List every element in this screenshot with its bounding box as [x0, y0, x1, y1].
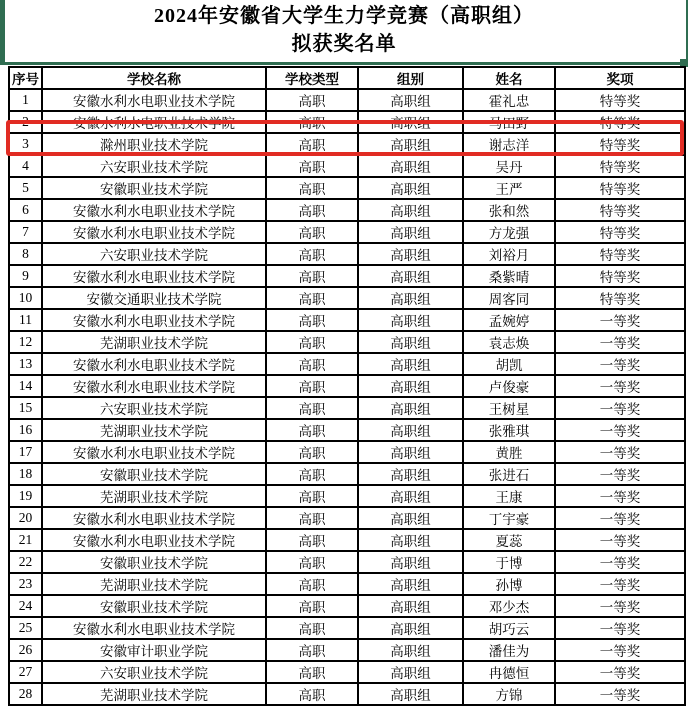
table-row: [9, 551, 685, 573]
table-row: [9, 529, 685, 551]
cell-school-name: 安徽审计职业学院: [42, 639, 266, 661]
cell-index: 22: [9, 551, 42, 573]
cell-award: 特等奖: [555, 199, 685, 221]
cell-school-name: 芜湖职业技术学院: [42, 419, 266, 441]
cell-index: 6: [9, 199, 42, 221]
cell-award: 一等奖: [555, 375, 685, 397]
cell-name: 桑紫晴: [463, 265, 555, 287]
cell-index: 5: [9, 177, 42, 199]
cell-name: 夏蕊: [463, 529, 555, 551]
cell-group: 高职组: [358, 353, 463, 375]
cell-name: 王严: [463, 177, 555, 199]
cell-name: 孟婉婷: [463, 309, 555, 331]
cell-name: 丁宇豪: [463, 507, 555, 529]
cell-school-type: 高职: [266, 177, 358, 199]
cell-school-type: 高职: [266, 661, 358, 683]
cell-group: 高职组: [358, 419, 463, 441]
cell-school-name: 安徽水利水电职业技术学院: [42, 529, 266, 551]
cell-school-name: 安徽水利水电职业技术学院: [42, 199, 266, 221]
table-row: [9, 111, 685, 133]
cell-award: 特等奖: [555, 133, 685, 155]
cell-school-type: 高职: [266, 617, 358, 639]
page-break-line: [0, 62, 688, 65]
cell-name: 马田野: [463, 111, 555, 133]
cell-award: 一等奖: [555, 639, 685, 661]
table-row: [9, 573, 685, 595]
cell-group: 高职组: [358, 397, 463, 419]
cell-name: 刘裕月: [463, 243, 555, 265]
table-row: [9, 595, 685, 617]
cell-award: 特等奖: [555, 265, 685, 287]
table-header-row: [9, 67, 685, 89]
cell-award: 一等奖: [555, 397, 685, 419]
cell-name: 谢志洋: [463, 133, 555, 155]
table-row: [9, 133, 685, 155]
header-group: 组别: [358, 67, 463, 89]
cell-name: 黄胜: [463, 441, 555, 463]
cell-school-type: 高职: [266, 573, 358, 595]
cell-name: 胡巧云: [463, 617, 555, 639]
cell-school-name: 安徽职业技术学院: [42, 551, 266, 573]
cell-index: 27: [9, 661, 42, 683]
table-row: [9, 89, 685, 111]
cell-index: 11: [9, 309, 42, 331]
cell-school-name: 芜湖职业技术学院: [42, 683, 266, 705]
table-row: [9, 419, 685, 441]
header-name: 姓名: [463, 67, 555, 89]
cell-award: 一等奖: [555, 507, 685, 529]
cell-group: 高职组: [358, 243, 463, 265]
cell-index: 2: [9, 111, 42, 133]
cell-school-name: 安徽水利水电职业技术学院: [42, 507, 266, 529]
table-row: [9, 177, 685, 199]
cell-name: 孙博: [463, 573, 555, 595]
table-row: [9, 485, 685, 507]
cell-school-type: 高职: [266, 529, 358, 551]
cell-group: 高职组: [358, 617, 463, 639]
cell-group: 高职组: [358, 551, 463, 573]
cell-award: 特等奖: [555, 287, 685, 309]
cell-group: 高职组: [358, 595, 463, 617]
cell-school-name: 安徽职业技术学院: [42, 463, 266, 485]
cell-index: 7: [9, 221, 42, 243]
award-table: [8, 66, 686, 706]
cell-group: 高职组: [358, 441, 463, 463]
cell-award: 一等奖: [555, 485, 685, 507]
cell-school-type: 高职: [266, 155, 358, 177]
header-school-name: 学校名称: [42, 67, 266, 89]
cell-index: 4: [9, 155, 42, 177]
cell-index: 9: [9, 265, 42, 287]
cell-award: 特等奖: [555, 221, 685, 243]
cell-award: 特等奖: [555, 243, 685, 265]
cell-index: 3: [9, 133, 42, 155]
cell-award: 一等奖: [555, 529, 685, 551]
cell-school-name: 安徽水利水电职业技术学院: [42, 441, 266, 463]
cell-index: 14: [9, 375, 42, 397]
cell-school-name: 安徽交通职业技术学院: [42, 287, 266, 309]
cell-index: 15: [9, 397, 42, 419]
cell-award: 一等奖: [555, 353, 685, 375]
table-row: [9, 639, 685, 661]
cell-name: 卢俊豪: [463, 375, 555, 397]
cell-group: 高职组: [358, 287, 463, 309]
cell-school-type: 高职: [266, 331, 358, 353]
cell-school-type: 高职: [266, 441, 358, 463]
cell-school-type: 高职: [266, 265, 358, 287]
cell-name: 周客同: [463, 287, 555, 309]
cell-school-name: 滁州职业技术学院: [42, 133, 266, 155]
cell-name: 袁志焕: [463, 331, 555, 353]
cell-school-type: 高职: [266, 353, 358, 375]
cell-school-name: 六安职业技术学院: [42, 661, 266, 683]
cell-index: 26: [9, 639, 42, 661]
cell-school-name: 安徽水利水电职业技术学院: [42, 221, 266, 243]
cell-name: 王康: [463, 485, 555, 507]
cell-school-name: 六安职业技术学院: [42, 397, 266, 419]
header-award: 奖项: [555, 67, 685, 89]
cell-school-name: 芜湖职业技术学院: [42, 573, 266, 595]
cell-index: 17: [9, 441, 42, 463]
cell-group: 高职组: [358, 133, 463, 155]
cell-school-name: 芜湖职业技术学院: [42, 485, 266, 507]
cell-name: 霍礼忠: [463, 89, 555, 111]
table-row: [9, 221, 685, 243]
cell-award: 一等奖: [555, 309, 685, 331]
cell-award: 一等奖: [555, 463, 685, 485]
table-row: [9, 331, 685, 353]
table-row: [9, 507, 685, 529]
title-block: [0, 2, 688, 58]
cell-school-type: 高职: [266, 375, 358, 397]
cell-index: 12: [9, 331, 42, 353]
document-subtitle: 拟获奖名单: [291, 33, 397, 55]
table-row: [9, 463, 685, 485]
cell-school-type: 高职: [266, 243, 358, 265]
cell-school-name: 芜湖职业技术学院: [42, 331, 266, 353]
cell-school-type: 高职: [266, 89, 358, 111]
cell-award: 一等奖: [555, 573, 685, 595]
cell-award: 特等奖: [555, 89, 685, 111]
cell-school-type: 高职: [266, 287, 358, 309]
cell-index: 21: [9, 529, 42, 551]
cell-index: 10: [9, 287, 42, 309]
cell-name: 方锦: [463, 683, 555, 705]
award-table-body: [9, 89, 685, 705]
cell-school-type: 高职: [266, 419, 358, 441]
cell-school-name: 安徽水利水电职业技术学院: [42, 265, 266, 287]
table-row: [9, 287, 685, 309]
cell-name: 吴丹: [463, 155, 555, 177]
cell-group: 高职组: [358, 89, 463, 111]
cell-group: 高职组: [358, 573, 463, 595]
cell-school-type: 高职: [266, 639, 358, 661]
cell-award: 特等奖: [555, 155, 685, 177]
cell-school-name: 六安职业技术学院: [42, 155, 266, 177]
cell-group: 高职组: [358, 331, 463, 353]
cell-award: 一等奖: [555, 419, 685, 441]
cell-school-type: 高职: [266, 199, 358, 221]
cell-name: 潘佳为: [463, 639, 555, 661]
cell-group: 高职组: [358, 111, 463, 133]
cell-award: 特等奖: [555, 111, 685, 133]
cell-school-name: 安徽水利水电职业技术学院: [42, 111, 266, 133]
cell-group: 高职组: [358, 485, 463, 507]
cell-group: 高职组: [358, 221, 463, 243]
table-row: [9, 375, 685, 397]
table-row: [9, 243, 685, 265]
cell-name: 邓少杰: [463, 595, 555, 617]
cell-index: 8: [9, 243, 42, 265]
table-row: [9, 309, 685, 331]
cell-award: 特等奖: [555, 177, 685, 199]
cell-group: 高职组: [358, 639, 463, 661]
cell-name: 王树星: [463, 397, 555, 419]
cell-school-type: 高职: [266, 595, 358, 617]
cell-award: 一等奖: [555, 595, 685, 617]
cell-group: 高职组: [358, 463, 463, 485]
table-row: [9, 617, 685, 639]
cell-index: 13: [9, 353, 42, 375]
cell-school-name: 安徽水利水电职业技术学院: [42, 89, 266, 111]
cell-award: 一等奖: [555, 661, 685, 683]
cell-school-type: 高职: [266, 221, 358, 243]
cell-index: 20: [9, 507, 42, 529]
table-row: [9, 265, 685, 287]
cell-award: 一等奖: [555, 617, 685, 639]
cell-school-type: 高职: [266, 463, 358, 485]
header-index: 序号: [9, 67, 42, 89]
cell-school-name: 安徽水利水电职业技术学院: [42, 375, 266, 397]
cell-name: 冉德恒: [463, 661, 555, 683]
cell-name: 张和然: [463, 199, 555, 221]
table-row: [9, 441, 685, 463]
cell-name: 方龙强: [463, 221, 555, 243]
cell-award: 一等奖: [555, 441, 685, 463]
cell-name: 张进石: [463, 463, 555, 485]
cell-school-type: 高职: [266, 133, 358, 155]
cell-index: 19: [9, 485, 42, 507]
table-row: [9, 199, 685, 221]
cell-group: 高职组: [358, 529, 463, 551]
cell-index: 24: [9, 595, 42, 617]
cell-school-name: 安徽职业技术学院: [42, 595, 266, 617]
cell-school-name: 安徽水利水电职业技术学院: [42, 309, 266, 331]
cell-index: 25: [9, 617, 42, 639]
cell-school-name: 安徽职业技术学院: [42, 177, 266, 199]
table-row: [9, 353, 685, 375]
cell-name: 于博: [463, 551, 555, 573]
cell-award: 一等奖: [555, 551, 685, 573]
header-school-type: 学校类型: [266, 67, 358, 89]
document-title: 2024年安徽省大学生力学竞赛（高职组）: [154, 5, 534, 27]
cell-group: 高职组: [358, 507, 463, 529]
table-row: [9, 683, 685, 705]
cell-school-name: 六安职业技术学院: [42, 243, 266, 265]
cell-school-type: 高职: [266, 551, 358, 573]
cell-group: 高职组: [358, 309, 463, 331]
cell-group: 高职组: [358, 375, 463, 397]
cell-index: 23: [9, 573, 42, 595]
table-row: [9, 155, 685, 177]
cell-index: 1: [9, 89, 42, 111]
cell-school-name: 安徽水利水电职业技术学院: [42, 617, 266, 639]
cell-school-type: 高职: [266, 683, 358, 705]
cell-index: 28: [9, 683, 42, 705]
cell-name: 胡凯: [463, 353, 555, 375]
cell-group: 高职组: [358, 199, 463, 221]
table-row: [9, 661, 685, 683]
cell-school-type: 高职: [266, 507, 358, 529]
cell-group: 高职组: [358, 683, 463, 705]
cell-group: 高职组: [358, 155, 463, 177]
cell-name: 张雅琪: [463, 419, 555, 441]
cell-school-name: 安徽水利水电职业技术学院: [42, 353, 266, 375]
cell-group: 高职组: [358, 177, 463, 199]
cell-group: 高职组: [358, 661, 463, 683]
cell-school-type: 高职: [266, 397, 358, 419]
cell-award: 一等奖: [555, 683, 685, 705]
cell-school-type: 高职: [266, 485, 358, 507]
table-row: [9, 397, 685, 419]
cell-group: 高职组: [358, 265, 463, 287]
cell-school-type: 高职: [266, 309, 358, 331]
cell-index: 18: [9, 463, 42, 485]
cell-award: 一等奖: [555, 331, 685, 353]
cell-school-type: 高职: [266, 111, 358, 133]
cell-index: 16: [9, 419, 42, 441]
